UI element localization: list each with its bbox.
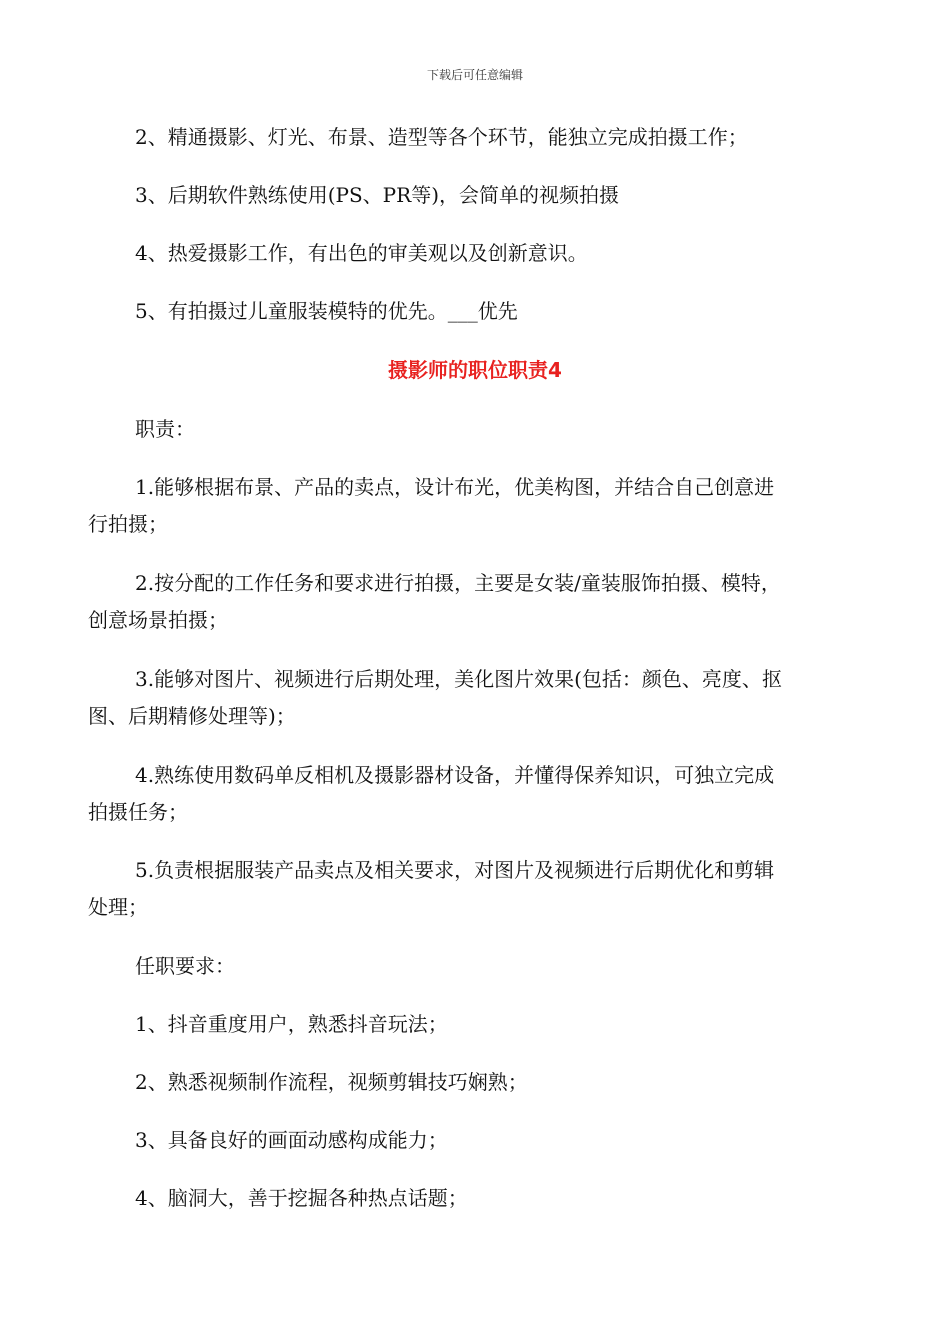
list-item-line: 2.按分配的工作任务和要求进行拍摄，主要是女装/童装服饰拍摄、模特， [135,571,781,595]
list-item-line: 行拍摄； [88,512,168,536]
list-item: 2、熟悉视频制作流程，视频剪辑技巧娴熟； [135,1070,528,1094]
list-item: 2、精通摄影、灯光、布景、造型等各个环节，能独立完成拍摄工作； [135,125,748,149]
list-item-line: 3.能够对图片、视频进行后期处理，美化图片效果(包括：颜色、亮度、抠 [135,667,782,691]
list-item: 3、具备良好的画面动感构成能力； [135,1128,448,1152]
section-title: 摄影师的职位职责4 [388,358,562,382]
list-item: 5、有拍摄过儿童服装模特的优先。___优先 [135,299,518,323]
page-header: 下载后可任意编辑 [426,68,523,82]
list-item-line: 图、后期精修处理等)； [88,704,296,728]
list-item: 1、抖音重度用户，熟悉抖音玩法； [135,1012,448,1036]
list-item-line: 1.能够根据布景、产品的卖点，设计布光，优美构图，并结合自己创意进 [135,475,775,499]
list-item-line: 处理； [88,895,148,919]
list-item-line: 拍摄任务； [88,800,188,824]
list-item-line: 5.负责根据服装产品卖点及相关要求，对图片及视频进行后期优化和剪辑 [135,858,775,882]
list-item-line: 4.熟练使用数码单反相机及摄影器材设备，并懂得保养知识，可独立完成 [135,763,775,787]
list-item: 4、脑洞大，善于挖掘各种热点话题； [135,1186,468,1210]
list-item-line: 创意场景拍摄； [88,608,228,632]
duties-heading: 职责： [135,417,195,441]
list-item: 3、后期软件熟练使用(PS、PR等)，会简单的视频拍摄 [135,183,620,207]
list-item: 4、热爱摄影工作，有出色的审美观以及创新意识。 [135,241,588,265]
requirements-heading: 任职要求： [135,954,235,978]
